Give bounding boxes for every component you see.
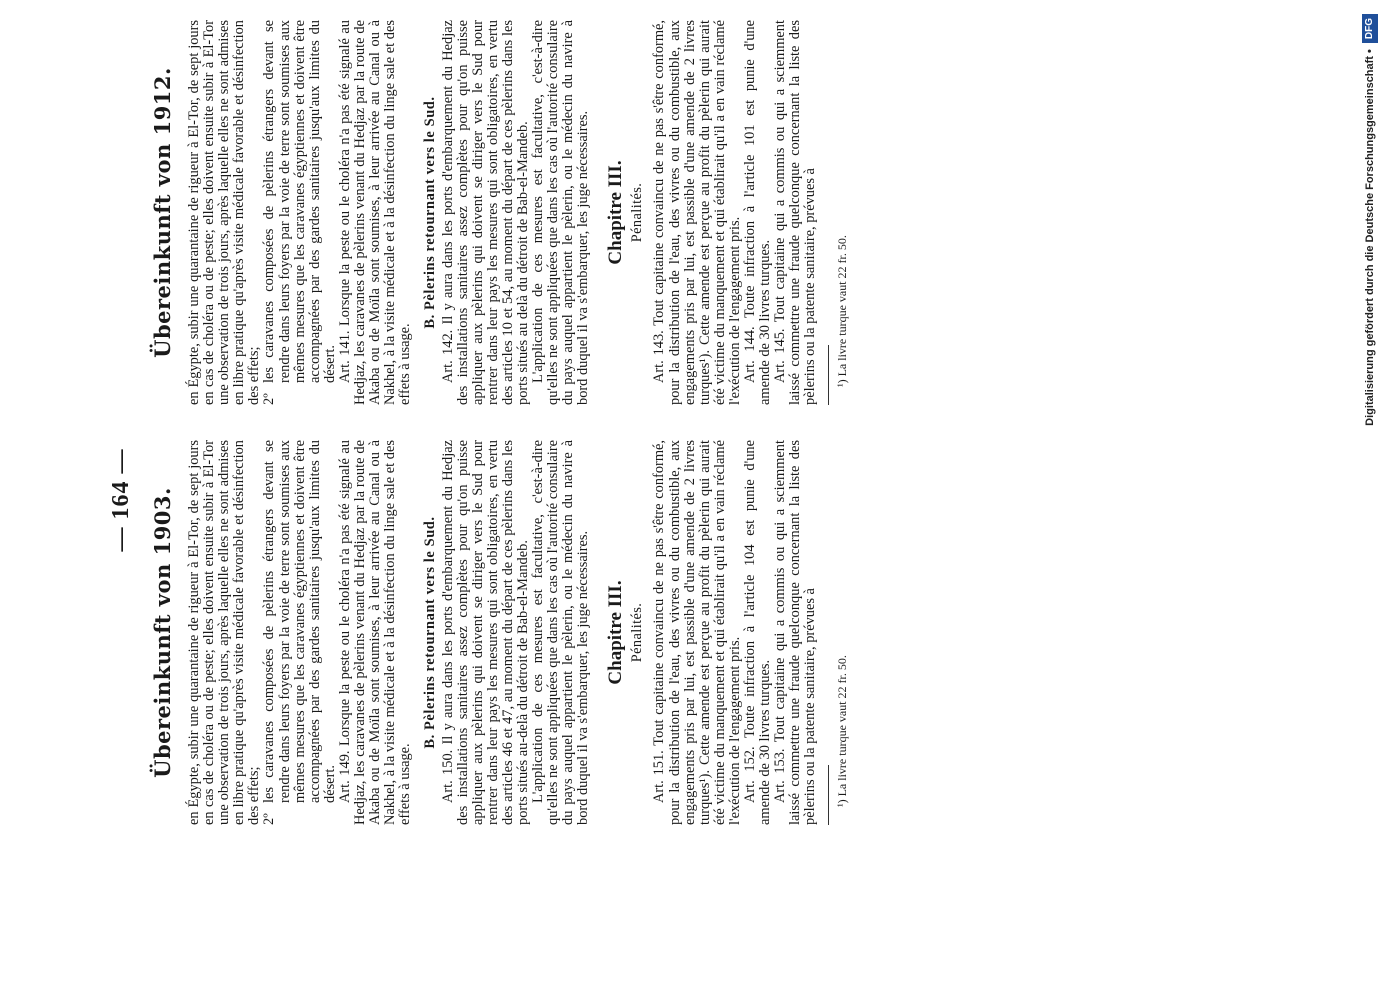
column-heading: Übereinkunft von 1912. — [150, 67, 175, 358]
column-1903 — [150, 440, 849, 825]
list-number: 2º — [261, 813, 278, 825]
article-149: Art. 149. Lorsque la peste ou le choléra n'a pas été signalé au Hedjaz, les caravanes de pèlerins venant du Hedjaz par la route de Akaba ou de Moïla sont soumises, à leur arrivée au Canal ou à Nakhel, à la visite médicale et à la désinfection du linge sale et des effets à usage. — [336, 440, 414, 825]
funding-notice — [1358, 0, 1382, 1000]
chapter-heading: Chapitre III. — [605, 160, 627, 265]
list-number: 2º — [261, 393, 278, 405]
footnote-divider — [828, 345, 829, 405]
footnote-divider — [828, 765, 829, 825]
article-151: Art. 151. Tout capitaine convaincu de ne pas s'être conformé, pour la distribution de l'eau, des vivres ou du combustible, aux engagements pris par lui, est passible d'une amende de 2 livres turques¹). Cette amende est perçue au profit du pèlerin qui aurait été victime du manquement et qui établirait qu'il a en vain réclamé l'exécution de l'engagement pris. — [651, 440, 743, 825]
paragraph: L'application de ces mesures est facultative, c'est-à-dire qu'elles ne sont appliquées que dans les cas où l'autorité consulaire du pays auquel appartient le pèlerin, ou le médecin du navire à bord duquel il va s'embarquer, les juge nécessaires. — [530, 440, 592, 825]
chapter-subheading: Pénalités. — [629, 182, 646, 243]
funding-text: Digitalisierung gefördert durch die Deutsche Forschungsgemeinschaft • — [1364, 49, 1376, 426]
article-141: Art. 141. Lorsque la peste ou le choléra n'a pas été signalé au Hedjaz, les caravanes de pèlerins venant du Hedjaz par la route de Akaba ou de Moïla sont soumises, à leur arrivée au Canal ou à Nakhel, à la visite médicale et à la désinfection du linge sale et des effets à usage. — [336, 20, 414, 405]
article-143: Art. 143. Tout capitaine convaincu de ne pas s'être conformé, pour la distribution de l'eau, des vivres ou du combustible, aux engagements pris par lui, est passible d'une amende de 2 livres turques¹). Cette amende est perçue au profit du pèlerin qui aurait été victime du manquement et qui établirait qu'il a en vain réclamé l'exécution de l'engagement pris. — [651, 20, 743, 405]
list-item — [262, 20, 337, 405]
column-1912 — [150, 20, 849, 405]
funding-sidebar — [1358, 0, 1382, 1000]
column-heading: Übereinkunft von 1903. — [150, 487, 175, 778]
paragraph: en Égypte, subir une quarantaine de rigueur à El-Tor, de sept jours en cas de choléra ou de peste; elles doivent ensuite subir à El-Tor une observation de trois jours, après laquelle elles ne sont admises en libre pratique qu'après visite médicale favorable et désinfection des effets; — [186, 440, 263, 825]
article-145: Art. 145. Tout capitaine qui a commis ou qui a sciemment laissé commettre une fraude quelconque concernant la liste des pèlerins ou la patente sanitaire, prévues à — [772, 20, 819, 405]
footnote: ¹) La livre turque vaut 22 fr. 50. — [835, 655, 850, 807]
article-150: Art. 150. Il y aura dans les ports d'embarquement du Hedjaz des installations sanitaires assez complètes pour qu'on puisse appliquer aux pèlerins qui doivent se diriger vers le Sud pour rentrer dans leur pays les mesures qui sont obligatoires, en vertu des articles 46 et 47, au moment du départ de ces pèlerins dans les ports situés au-delà du détroit de Bab-el-Mandeb. — [439, 440, 531, 825]
list-item — [262, 440, 337, 825]
article-153: Art. 153. Tout capitaine qui a commis ou qui a sciemment laissé commettre une fraude quelconque concernant la liste des pèlerins ou la patente sanitaire, prévues à — [772, 440, 819, 825]
article-144: Art. 144. Toute infraction à l'article 101 est punie d'une amende de 30 livres turques. — [742, 20, 774, 405]
footnote: ¹) La livre turque vaut 22 fr. 50. — [835, 235, 850, 387]
paragraph: L'application de ces mesures est facultative, c'est-à-dire qu'elles ne sont appliquées que dans les cas où l'autorité consulaire du pays auquel appartient le pèlerin, ou le médecin du navire à bord duquel il va s'embarquer, les juge nécessaires. — [530, 20, 592, 405]
list-text: les caravanes composées de pèlerins étrangers devant se rendre dans leurs foyers par la voie de terre sont soumises aux mêmes mesures que les caravanes égyptiennes et doivent être accompagnées par des gardes sanitaires jusqu'aux limites du désert. — [261, 20, 338, 383]
dfg-logo-icon: DFG — [1362, 14, 1378, 43]
article-152: Art. 152. Toute infraction à l'article 104 est punie d'une amende de 30 livres turques. — [742, 440, 774, 825]
page-number: — 164 — — [108, 448, 134, 552]
section-heading: B. Pèlerins retournant vers le Sud. — [422, 96, 439, 329]
list-text: les caravanes composées de pèlerins étrangers devant se rendre dans leurs foyers par la voie de terre sont soumises aux mêmes mesures que les caravanes égyptiennes et doivent être accompagnées par des gardes sanitaires jusqu'aux limites du désert. — [261, 440, 338, 803]
article-142: Art. 142. Il y aura dans les ports d'embarquement du Hedjaz des installations sanitaires assez complètes pour qu'on puisse appliquer aux pèlerins qui doivent se diriger vers le Sud pour rentrer dans leur pays les mesures qui sont obligatoires, en vertu des articles 10 et 54, au moment du départ de ces pèlerins dans les ports situés au delà du détroit de Bab-el-Mandeb. — [439, 20, 531, 405]
chapter-heading: Chapitre III. — [605, 580, 627, 685]
chapter-subheading: Pénalités. — [629, 602, 646, 663]
paragraph: en Égypte, subir une quarantaine de rigueur à El-Tor, de sept jours en cas de choléra ou de peste; elles doivent ensuite subir à El-Tor une observation de trois jours, après laquelle elles ne sont admises en libre pratique qu'après visite médicale favorable et désinfection des effets; — [186, 20, 263, 405]
section-heading: B. Pèlerins retournant vers le Sud. — [422, 516, 439, 749]
